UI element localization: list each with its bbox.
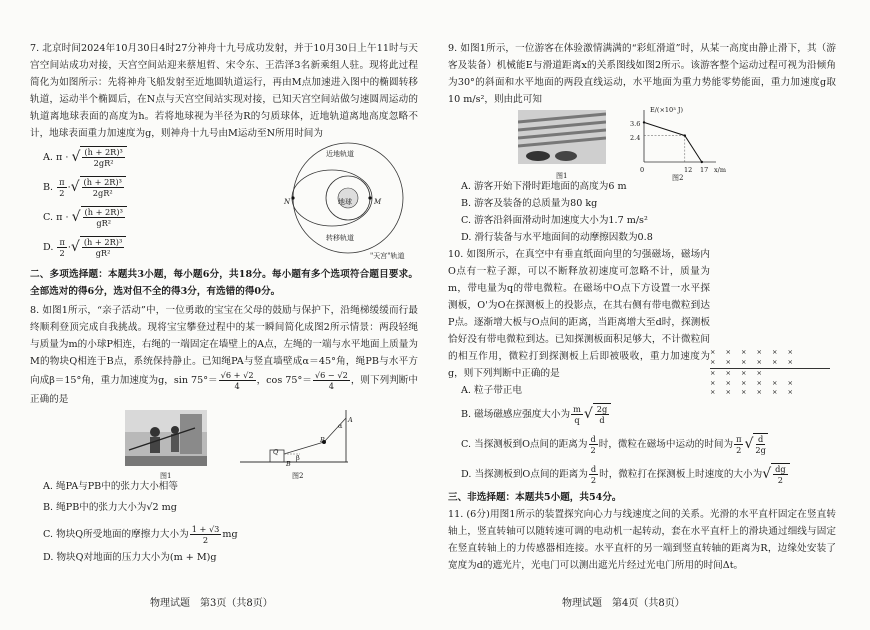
q10-option-b: B. 磁场磁感应强度大小为 $\frac{m}{q}$ √ $\frac{2g}{d}$ bbox=[448, 399, 836, 429]
q7-stem: 7. 北京时间2024年10月30日4时27分神舟十九号成功发射，并于10月30日上午11时与天宫空间站成功对接，天宫空间站迎来蔡旭哲、宋令东、王浩泽3名新乘组人驻。现将此过程简化为如图所示：先将神舟飞船发射至近地圆轨道运行，再由M点加速进入图中的椭圆转移轨道，运动半个椭圆后，在N点与天宫空间站实现对接，已知天宫空间站做匀速圆周运动的轨道离地球表面的高度为h。若将地球视为半径为R的匀质球体，近地轨道离地高度忽略不计，地球表面重力加速度为g，则神舟十九号由M运动至N所用时间为 bbox=[30, 43, 418, 139]
q9-photo-slide bbox=[518, 110, 606, 164]
q8-label-beta: β bbox=[296, 454, 300, 462]
data-point bbox=[684, 134, 686, 136]
section-2-heading: 二、多项选择题：本题共3小题，每小题6分，共18分。每小题有多个选项符合题目要求。全部选对的得6分，选对但不全的得3分，有选错的得0分。 bbox=[30, 269, 418, 297]
q7-options bbox=[30, 142, 418, 266]
left-page-footer: 物理试题 第3页（共8页） bbox=[150, 598, 273, 609]
q9-fig1-caption: 图1 bbox=[556, 172, 568, 180]
q8-force-diagram bbox=[240, 406, 360, 470]
q8-photo bbox=[125, 410, 207, 466]
q7-option-b: B. $\frac{\pi}{2}$ · √ $\frac{\text{(h + 2R)³}}{\text{2gR²}}$ bbox=[30, 172, 418, 202]
q9-option-b: B. 游客及装备的总质量为80 kg bbox=[461, 198, 598, 209]
q8-option-b: B. 绳PB中的张力大小为 √2 mg bbox=[43, 501, 177, 513]
q9-graph-ytick-1: 3.6 bbox=[630, 120, 641, 128]
q7-label-earth: 地球 bbox=[338, 198, 352, 206]
q9-option-d: D. 滑行装备与水平地面间的动摩擦因数为0.8 bbox=[461, 232, 653, 243]
q7-label-m: M bbox=[374, 198, 382, 206]
q11-stem: 11. (6分)用图1所示的装置探究向心力与线速度之间的关系。光滑的水平直杆固定在竖直转轴上，竖直转轴可以随转速可调的电动机一起转动，套在水平直杆上的滑块通过细线与固定在竖直转轴上的力传感器相连接。水平直杆的另一端到竖直转轴的距离为R，边缘处安装了宽度为d的遮光片，光电门可以测出遮光片经过光电门所用的时间Δt。 bbox=[448, 509, 836, 571]
q10-field-diagram: × × × × × × × × × × × × × × × × × × × × × × × × × × × × bbox=[710, 348, 830, 398]
q8-label-alpha: α bbox=[338, 422, 343, 430]
q7-label-n: N bbox=[284, 198, 291, 206]
q10-stem: 10. 如图所示，在真空中有垂直纸面向里的匀强磁场，磁场内O点有一粒子源，可以不断释放初速度可忽略不计，质量为m，带电量为q的带电微粒。在磁场中O点下方设置一水平探测板，O'为O在探测板上的投影点，在其右侧有带电微粒到达P点。逐渐增大板与O点间的距离，当距离增大至d时，探测板恰好没有带电微粒到达。已知探测板面积足够大，不计微粒间的相互作用，微粒打到探测板上后即被吸收，重力加速度为g，则下列判断中正确的是 bbox=[448, 249, 710, 379]
q8-option-d: D. 物块Q对地面的压力大小为(m + M)g bbox=[43, 552, 217, 563]
q9-figures bbox=[448, 106, 836, 182]
q9-graph-xtick-2: 17 bbox=[700, 166, 709, 174]
q10-option-a: A. 粒子带正电 bbox=[461, 385, 522, 396]
q7-label-station-orbit: "天宫"轨道 bbox=[370, 252, 405, 260]
q8-label-p: P bbox=[320, 436, 325, 444]
q8-option-c: C. 物块Q所受地面的摩擦力大小为 $\frac{1 + √3}{2}$ mg bbox=[43, 523, 238, 545]
q9-graph-ytick-2: 2.4 bbox=[630, 134, 641, 142]
q7-option-a: A. π · √ $\frac{\text{(h + 2R)³}}{\text{2gR²}}$ bbox=[30, 142, 418, 172]
q9-option-c: C. 游客沿斜面滑动时加速度大小为1.7 m/s² bbox=[461, 215, 648, 226]
energy-line bbox=[644, 122, 702, 162]
q9-graph-origin: 0 bbox=[640, 166, 645, 174]
q8-label-q: Q bbox=[273, 448, 279, 456]
q7-label-transfer-orbit: 转移轨道 bbox=[326, 234, 354, 242]
q9-graph-ylabel: E/(×10³ J) bbox=[650, 106, 684, 114]
q9-stem: 9. 如图1所示，一位游客在体验激情满满的“彩虹滑道”时，从某一高度由静止滑下，其（游客及装备）机械能E与滑道距离x的关系图线如图2所示。该游客整个运动过程可视为沿倾角为30°的斜面和水平地面的两段直线运动，水平地面为重力势能零势能面，重力加速度g取10 m/s²，则由此可知 bbox=[448, 43, 836, 105]
q8-stem: 8. 如图1所示，“亲子活动”中，一位勇敢的宝宝在父母的鼓励与保护下，沿绳梯缓缓而行最终顺利登顶完成自我挑战。现将宝宝攀登过程中的某一瞬间简化成图2所示情景：两段轻绳与质量为m的小球P相连，右绳的一端固定在墙壁上的A点，左绳的一端与水平地面上质量为M的物块Q相连于B点，系统保持静止。已知绳PA与竖直墙壁成α＝45°角，绳PB与水平方向成β＝15°角，重力加速度为g，sin 75°＝ $\frac{√6 + √2}{4}$ ，cos 75°＝ $\frac{√6 - √2}{4}$ ，则下列判断中正确的是 bbox=[30, 305, 418, 405]
q10-option-d: D. 当探测板到O点间的距离为 $\frac{d}{2}$ 时，微粒打在探测板上时速度的大小为 √ $\frac{dg}{2}$ bbox=[448, 459, 836, 489]
left-page bbox=[30, 40, 418, 566]
right-page bbox=[448, 40, 836, 574]
data-point bbox=[643, 121, 645, 123]
q7-label-near-orbit: 近地轨道 bbox=[326, 150, 354, 158]
q8-fig1-caption: 图1 bbox=[160, 472, 172, 480]
sqrt: √ $\frac{\text{(h + 2R)³}}{\text{2gR²}}$ bbox=[72, 146, 127, 168]
q10-option-c: C. 当探测板到O点间的距离为 $\frac{d}{2}$ 时，微粒在磁场中运动的时间为 $\frac{\pi}{2}$ √ $\frac{d}{2g}$ bbox=[461, 433, 766, 455]
q9-graph-xtick-1: 12 bbox=[684, 166, 693, 174]
q8-figures bbox=[30, 408, 418, 478]
q7-option-c: C. π · √ $\frac{\text{(h + 2R)³}}{\text{gR²}}$ bbox=[30, 202, 418, 232]
q9-graph-xlabel: x/m bbox=[714, 166, 727, 174]
q9-option-a: A. 游客开始下滑时距地面的高度为6 m bbox=[461, 181, 627, 192]
q9-fig2-caption: 图2 bbox=[672, 174, 684, 182]
q8-label-a: A bbox=[348, 416, 353, 424]
q8-fig2-caption: 图2 bbox=[292, 472, 304, 480]
section-3-heading: 三、非选择题：本题共5小题，共54分。 bbox=[448, 492, 622, 503]
q7-option-d: D. $\frac{\pi}{2}$ · √ $\frac{\text{(h + 2R)³}}{\text{gR²}}$ bbox=[30, 232, 418, 262]
q8-option-a: A. 绳PA与PB中的张力大小相等 bbox=[43, 481, 178, 492]
right-page-footer: 物理试题 第4页（共8页） bbox=[562, 598, 685, 609]
q8-label-b: B bbox=[286, 460, 291, 468]
